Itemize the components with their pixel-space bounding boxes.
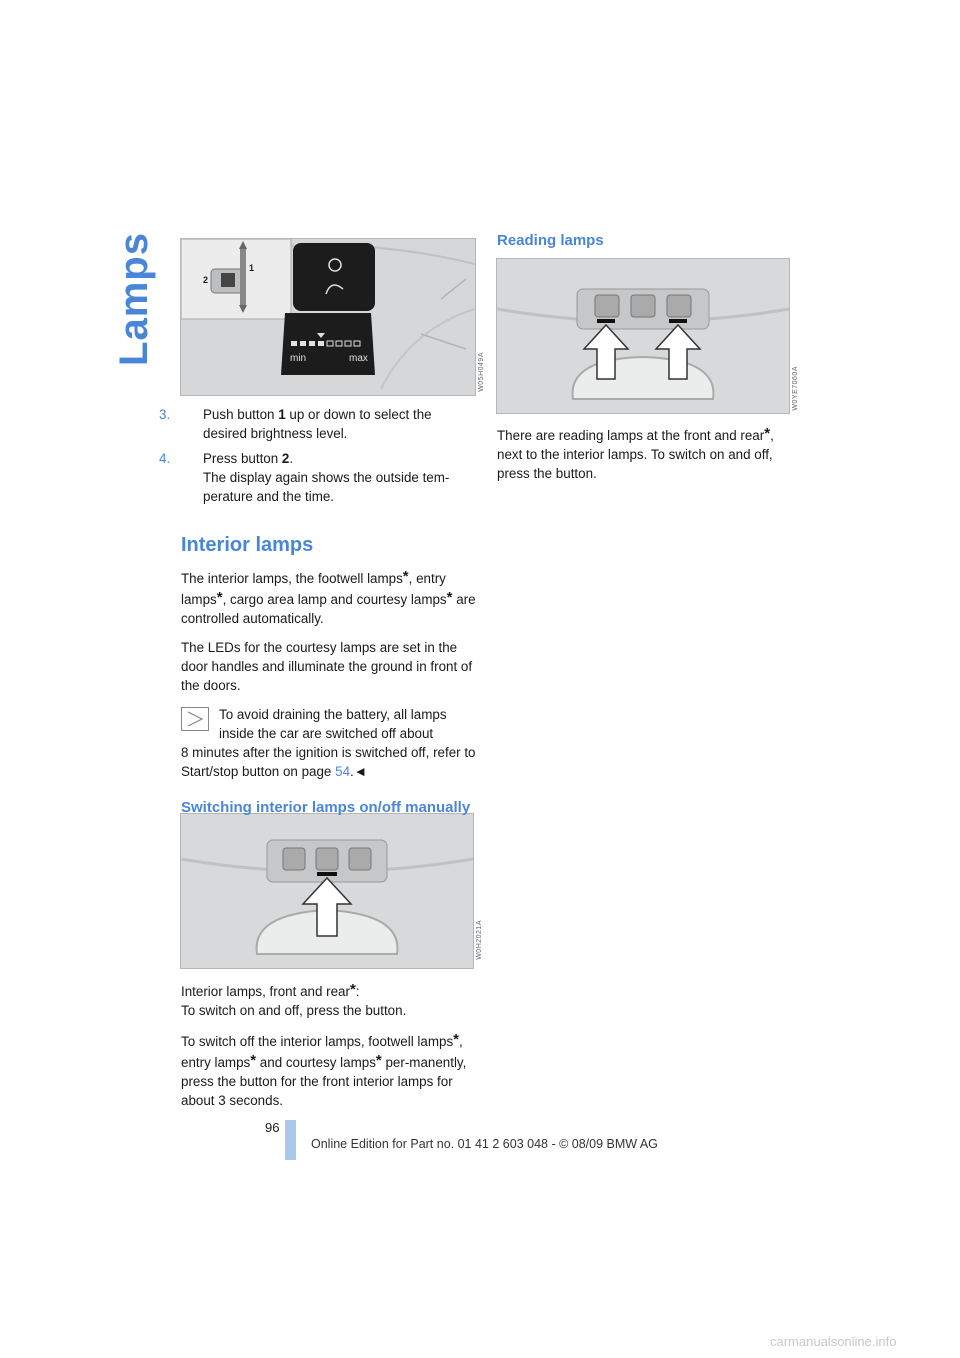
p1-part-d: are controlled automatically.	[181, 592, 476, 626]
asterisk: *	[402, 568, 409, 585]
interior-front-rear-paragraph	[181, 980, 477, 1020]
battery-note	[181, 705, 477, 781]
figure-code-interior: W0H2021A	[476, 920, 483, 960]
note-tail	[181, 743, 477, 781]
asterisk: *	[764, 425, 771, 442]
max-label: max	[349, 353, 368, 364]
asterisk: *	[216, 589, 223, 606]
p3-part-a: Interior lamps, front and rear	[181, 984, 350, 999]
reading-lamps-illustration	[497, 259, 789, 413]
step-4-continuation: The display again shows the outside tem-perature and the time.	[203, 470, 450, 504]
note-text-a: To avoid draining the battery, all lamps inside the car are switched off about	[219, 707, 447, 741]
watermark: carmanualsonline.info	[770, 1334, 897, 1349]
p4-part-b: , entry lamps	[181, 1034, 463, 1070]
reading-part-b: , next to the interior lamps. To switch on and off, press the button.	[497, 428, 774, 481]
figure-code-reading: W0YE7060A	[792, 366, 799, 411]
asterisk: *	[250, 1052, 257, 1069]
callout-2: 2	[203, 275, 209, 285]
brightness-control-figure	[180, 238, 476, 396]
p4-part-a: To switch off the interior lamps, footwell lamps	[181, 1034, 454, 1049]
left-column-lower	[181, 980, 477, 1120]
note-end-mark: .◄	[350, 764, 368, 779]
step-4	[159, 449, 477, 506]
interior-lamps-paragraph-2: The LEDs for the courtesy lamps are set in the door handles and illuminate the ground in front of the doors.	[181, 640, 473, 693]
interior-lamps-figure	[180, 813, 474, 969]
step-3-number: 3.	[159, 407, 171, 422]
right-column	[497, 424, 793, 493]
left-column	[159, 405, 477, 817]
page-number: 96	[265, 1120, 280, 1135]
page-link-54[interactable]: 54	[335, 764, 351, 779]
step-4-text: Press button	[203, 451, 279, 466]
asterisk: *	[446, 589, 453, 606]
interior-lamps-illustration	[181, 814, 473, 968]
interior-lamps-paragraph-1	[181, 567, 477, 628]
switch-off-paragraph	[181, 1030, 477, 1110]
step-3-button-ref: 1	[278, 407, 286, 422]
asterisk: *	[453, 1031, 459, 1048]
footer-edition-text: Online Edition for Part no. 01 41 2 603 048 - © 08/09 BMW AG	[311, 1137, 658, 1151]
asterisk: *	[375, 1052, 382, 1069]
min-label: min	[290, 353, 307, 364]
p4-part-c: and courtesy lamps	[259, 1055, 376, 1070]
step-4-dot: .	[289, 451, 294, 466]
p1-part-a: The interior lamps, the footwell lamps	[181, 571, 403, 586]
p3-part-b: :	[355, 984, 360, 999]
switching-heading: Switching interior lamps on/off manually	[181, 799, 471, 816]
note-triangle-icon	[181, 707, 209, 731]
step-4-button-ref: 2	[281, 451, 290, 466]
callout-1: 1	[249, 263, 255, 273]
step-4-number: 4.	[159, 451, 171, 466]
step-3-rest: up or down to select the desired brightness level.	[203, 407, 432, 441]
figure-code-brightness: W05H049A	[478, 352, 485, 392]
reading-lamps-figure	[496, 258, 790, 414]
footer-accent-bar	[285, 1120, 296, 1160]
step-3-text: Push button	[203, 407, 275, 422]
reading-part-a: There are reading lamps at the front and rear	[497, 428, 765, 443]
p4-part-d: per-manently, press the button for the front interior lamps for about 3 seconds.	[181, 1055, 467, 1108]
reading-lamps-heading: Reading lamps	[497, 232, 604, 249]
reading-lamps-paragraph	[497, 424, 793, 483]
interior-lamps-heading: Interior lamps	[181, 534, 314, 556]
p1-part-b: , entry lamps	[181, 571, 446, 607]
asterisk: *	[349, 981, 356, 998]
brightness-illustration	[181, 239, 475, 395]
step-3	[159, 405, 477, 443]
p1-part-c: , cargo area lamp and courtesy lamps	[222, 592, 447, 607]
p3-part-c: To switch on and off, press the button.	[181, 1003, 407, 1018]
section-tab: Lamps	[112, 232, 156, 366]
note-text-b: 8 minutes after the ignition is switched off, refer to Start/stop button on page	[181, 745, 476, 779]
